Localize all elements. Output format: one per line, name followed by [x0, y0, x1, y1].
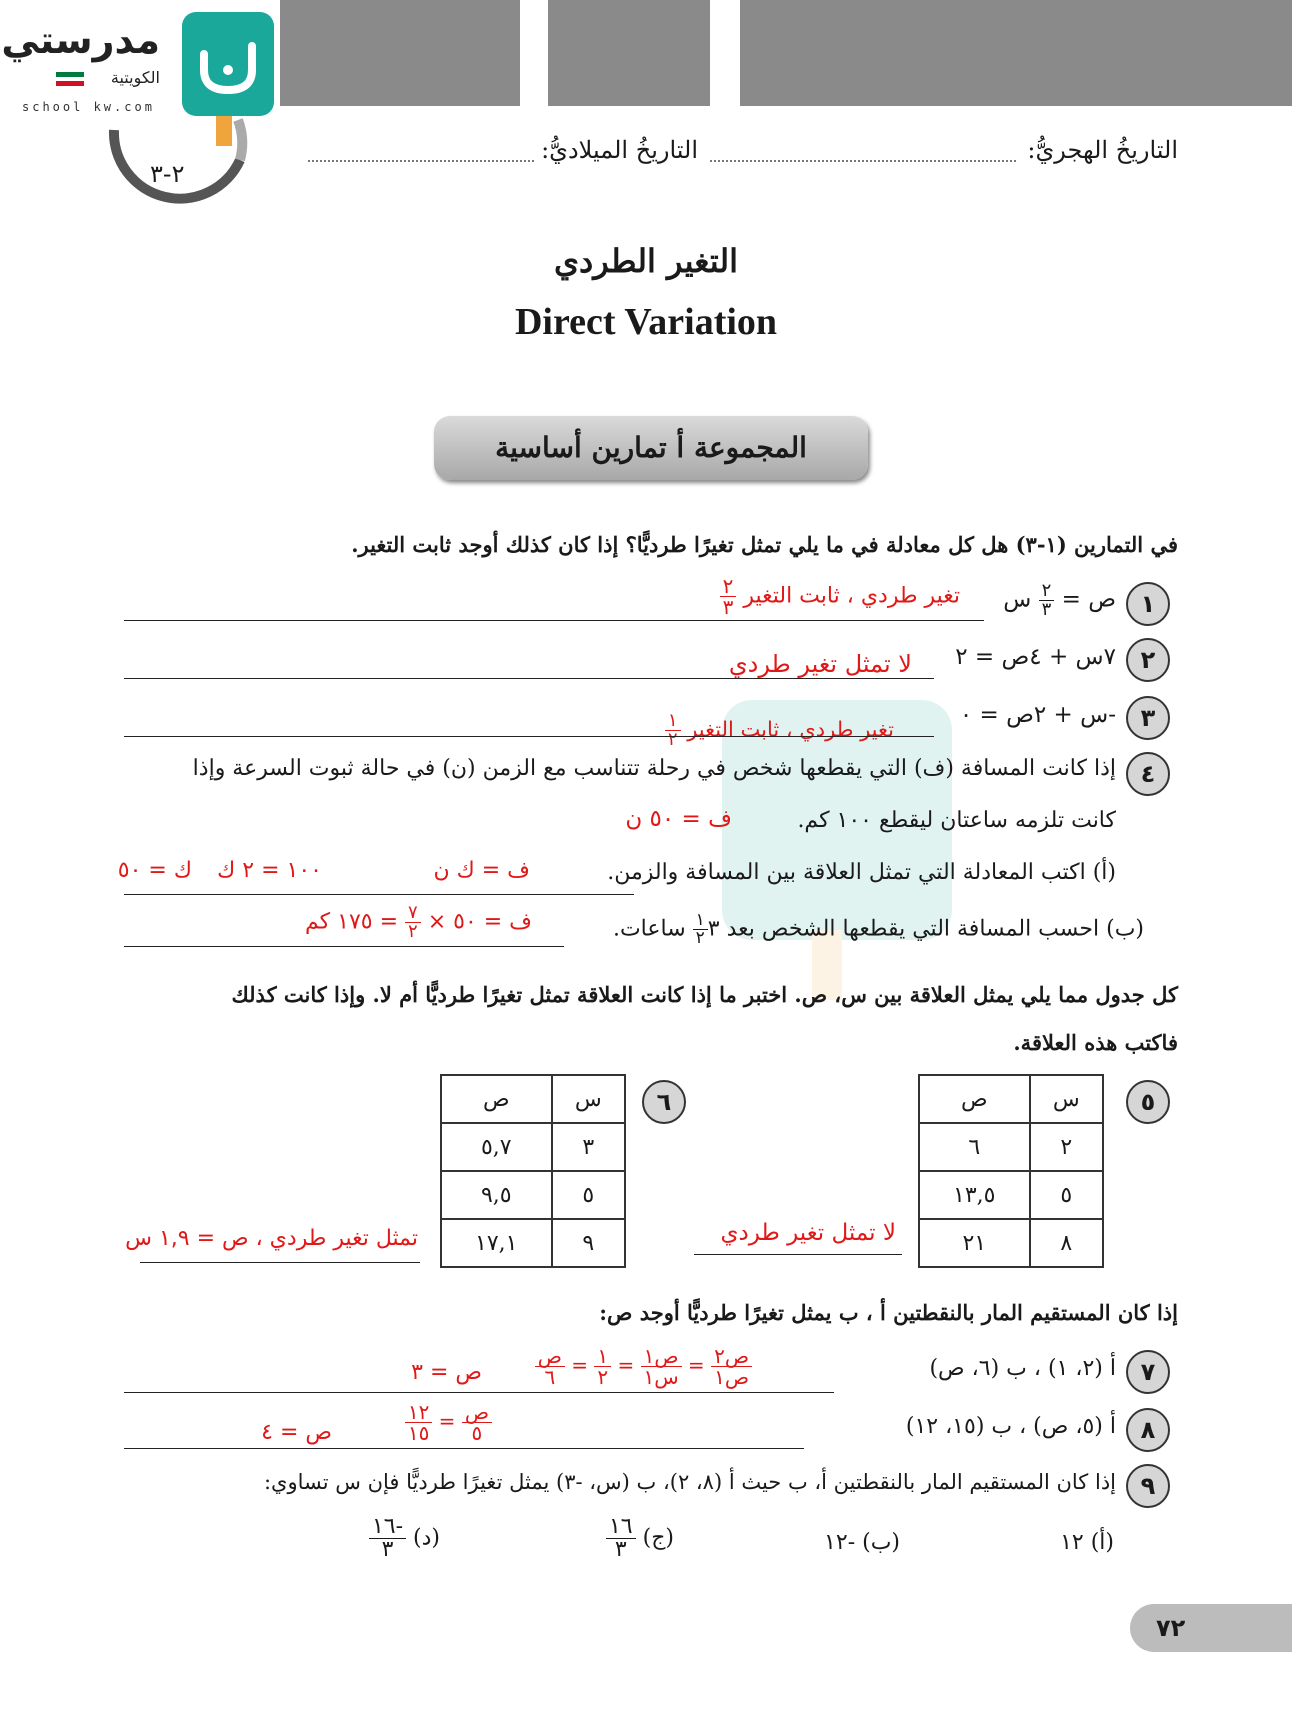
instruction-2: كل جدول مما يلي يمثل العلاقة بين س، ص. اختبر ما إذا كانت العلاقة تمثل تغيرًا طرديًّا أم لا. وإذا كانت كذلك [231, 982, 1178, 1007]
exercise-1-number: ١ [1126, 582, 1170, 626]
exercise-1-answer: تغير طردي ، ثابت التغير $\frac{٢}{٣}$ [720, 576, 960, 617]
ex7-frac-4: $\frac{\text{ص}}{٦}$ [535, 1346, 565, 1387]
exercise-9-option-d-fraction: $\frac{-١٦}{٣}$ [369, 1516, 406, 1561]
page-title-en: Direct Variation [514, 301, 778, 343]
table-row [919, 1123, 1103, 1171]
table-5 [918, 1074, 1104, 1268]
table-5-header-x: س [1030, 1075, 1103, 1123]
table-cell: ٥ [552, 1171, 625, 1219]
logo-url: school kw.com [22, 100, 155, 114]
exercise-1-equation: ص = $\frac{٢}{٣}$ س [1003, 580, 1116, 620]
exercise-4-part-a-line[interactable] [124, 894, 634, 895]
table-cell: ٩ [552, 1219, 625, 1267]
exercise-3-answer: تغير طردي ، ثابت التغير $\frac{١}{٢}$ [665, 712, 894, 749]
exercise-7-number: ٧ [1126, 1350, 1170, 1394]
exercise-8-number: ٨ [1126, 1408, 1170, 1452]
table-row [441, 1123, 625, 1171]
table-cell: ٥ [1030, 1171, 1103, 1219]
table-cell: ٨ [1030, 1219, 1103, 1267]
exercise-6-answer-line[interactable] [140, 1262, 420, 1263]
exercise-4-part-b-answer-fraction: $\frac{٧}{٢}$ [405, 904, 421, 941]
exercise-9-text: إذا كان المستقيم المار بالنقطتين ﺃ، ب حيث ﺃ (٨، ٢)، ب (س، -٣) يمثل تغيرًا طرديًّا فإن س تساوي: [263, 1470, 1116, 1494]
header-bar-right [740, 0, 1292, 106]
exercise-5-answer: لا تمثل تغير طردي [720, 1220, 896, 1246]
table-cell: ٥,٧ [441, 1123, 552, 1171]
exercise-1-answer-fraction: $\frac{٢}{٣}$ [720, 576, 737, 617]
table-row [441, 1219, 625, 1267]
header-bar-middle [548, 0, 710, 106]
instruction-3: إذا كان المستقيم المار بالنقطتين ﺃ ، ب يمثل تغيرًا طرديًّا أوجد ص: [599, 1300, 1178, 1325]
exercise-4-line-2: كانت تلزمه ساعتان ليقطع ١٠٠ كم. [797, 808, 1116, 833]
exercise-4-part-a-answer-2: ١٠٠ = ٢ ك [217, 858, 322, 883]
exercise-4-part-b-fraction: $\frac{١}{٢}$ [693, 912, 708, 947]
table-6-header-y: ص [441, 1075, 552, 1123]
table-6-header [441, 1075, 625, 1123]
exercise-9-option-a[interactable]: (أ) ١٢ [1060, 1530, 1114, 1555]
table-cell: ٣ [552, 1123, 625, 1171]
table-cell: ١٣,٥ [919, 1171, 1030, 1219]
page-title-ar: التغير الطردي [553, 242, 739, 280]
exercise-7-work: $\frac{\text{ص٢}}{\text{ص١}}$ = $\frac{\text{ص١}}{\text{س١}}$ = $\frac{١}{٢}$ = $\frac{\text{ص}}{٦}$ [535, 1346, 752, 1387]
exercise-7-points: ﺃ (٢، ١) ، ب (٦، ص) [929, 1356, 1116, 1381]
lesson-number: ٢-٣ [150, 160, 185, 188]
ex7-frac-3: $\frac{١}{٢}$ [594, 1346, 611, 1387]
section-badge [434, 416, 868, 480]
page-number: ٧٢ [1156, 1614, 1186, 1642]
page-number-tab [1130, 1604, 1292, 1652]
exercise-1-fraction: $\frac{٢}{٣}$ [1039, 582, 1055, 619]
exercise-4-number: ٤ [1126, 752, 1170, 796]
table-row [441, 1171, 625, 1219]
exercise-4-line-2-answer: ف = ٥٠ ن [625, 806, 732, 832]
exercise-3-equation: -س + ٢ص = ٠ [959, 702, 1116, 728]
exercise-4-part-a-answer-3: ك = ٥٠ [117, 858, 192, 883]
section-badge-label: المجموعة ﺃ تمارين أساسية [495, 431, 807, 464]
ex7-frac-2: $\frac{\text{ص١}}{\text{س١}}$ [641, 1346, 682, 1387]
exercise-9-option-b[interactable]: (ب) -١٢ [824, 1530, 900, 1555]
exercise-4-part-a-answer-1: ف = ك ن [433, 858, 530, 883]
exercise-8-answer: ص = ٤ [261, 1420, 332, 1445]
exercise-5-answer-line[interactable] [694, 1254, 902, 1255]
exercise-4-part-b: (ب) احسب المسافة التي يقطعها الشخص بعد ٣ $\frac{١}{٢}$ ساعات. [612, 910, 1144, 948]
ex7-frac-1: $\frac{\text{ص٢}}{\text{ص١}}$ [711, 1346, 752, 1387]
exercise-3-number: ٣ [1126, 696, 1170, 740]
exercise-5-number: ٥ [1126, 1080, 1170, 1124]
exercise-8-points: ﺃ (٥، ص) ، ب (١٥، ١٢) [905, 1414, 1116, 1439]
ex8-frac-2: $\frac{١٢}{١٥}$ [405, 1402, 432, 1443]
gregorian-date-field[interactable] [308, 160, 534, 162]
table-6 [440, 1074, 626, 1268]
table-cell: ١٧,١ [441, 1219, 552, 1267]
exercise-9-option-c-fraction: $\frac{١٦}{٣}$ [606, 1516, 636, 1561]
instruction-2b: فاكتب هذه العلاقة. [1013, 1030, 1178, 1055]
ex8-frac-1: $\frac{\text{ص}}{٥}$ [462, 1402, 492, 1443]
logo-sub: الكويتية [110, 68, 160, 87]
exercise-2-number: ٢ [1126, 638, 1170, 682]
table-row [919, 1219, 1103, 1267]
exercise-1-answer-line[interactable] [124, 620, 984, 621]
hijri-date-label: التاريخُ الهجريُّ: [1027, 136, 1178, 164]
table-cell: ٢١ [919, 1219, 1030, 1267]
table-5-header [919, 1075, 1103, 1123]
table-6-header-x: س [552, 1075, 625, 1123]
table-row [919, 1171, 1103, 1219]
gregorian-date-label: التاريخُ الميلاديُّ: [541, 136, 698, 164]
exercise-9-option-c[interactable]: (ج) $\frac{١٦}{٣}$ [606, 1516, 674, 1561]
exercise-3-answer-line[interactable] [124, 736, 934, 737]
exercise-3-answer-fraction: $\frac{١}{٢}$ [665, 712, 681, 749]
exercise-4-line-1: إذا كانت المسافة (ف) التي يقطعها شخص في رحلة تتناسب مع الزمن (ن) في حالة ثبوت السرعة وإذا [192, 756, 1116, 781]
exercise-2-equation: ٧س + ٤ص = ٢ [955, 644, 1116, 670]
exercise-4-part-a: (أ) اكتب المعادلة التي تمثل العلاقة بين المسافة والزمن. [607, 860, 1116, 885]
exercise-6-number: ٦ [642, 1080, 686, 1124]
kuwait-flag-icon [56, 72, 84, 86]
logo-name: مدرستي [1, 18, 160, 62]
exercise-7-answer: ص = ٣ [411, 1360, 482, 1385]
table-cell: ٦ [919, 1123, 1030, 1171]
exercise-8-work: $\frac{\text{ص}}{٥}$ = $\frac{١٢}{١٥}$ [405, 1402, 492, 1443]
exercise-2-answer: لا تمثل تغير طردي [728, 650, 912, 678]
exercise-4-part-b-line[interactable] [124, 946, 564, 947]
table-cell: ٩,٥ [441, 1171, 552, 1219]
exercise-7-answer-line[interactable] [124, 1392, 834, 1393]
exercise-9-number: ٩ [1126, 1464, 1170, 1508]
exercise-8-answer-line[interactable] [124, 1448, 804, 1449]
exercise-9-option-d[interactable]: (د) $\frac{-١٦}{٣}$ [369, 1516, 440, 1561]
exercise-4-part-b-answer: ف = ٥٠ × $\frac{٧}{٢}$ = ١٧٥ كم [305, 902, 532, 942]
exercise-6-answer: تمثل تغير طردي ، ص = ١,٩ س [125, 1226, 418, 1251]
hijri-date-field[interactable] [710, 160, 1016, 162]
instruction-1: في التمارين (١-٣) هل كل معادلة في ما يلي تمثل تغيرًا طرديًّا؟ إذا كان كذلك أوجد ثابت التغير. [351, 532, 1178, 557]
table-5-header-y: ص [919, 1075, 1030, 1123]
exercise-2-answer-line[interactable] [124, 678, 934, 679]
table-cell: ٢ [1030, 1123, 1103, 1171]
lesson-badge [108, 100, 252, 222]
